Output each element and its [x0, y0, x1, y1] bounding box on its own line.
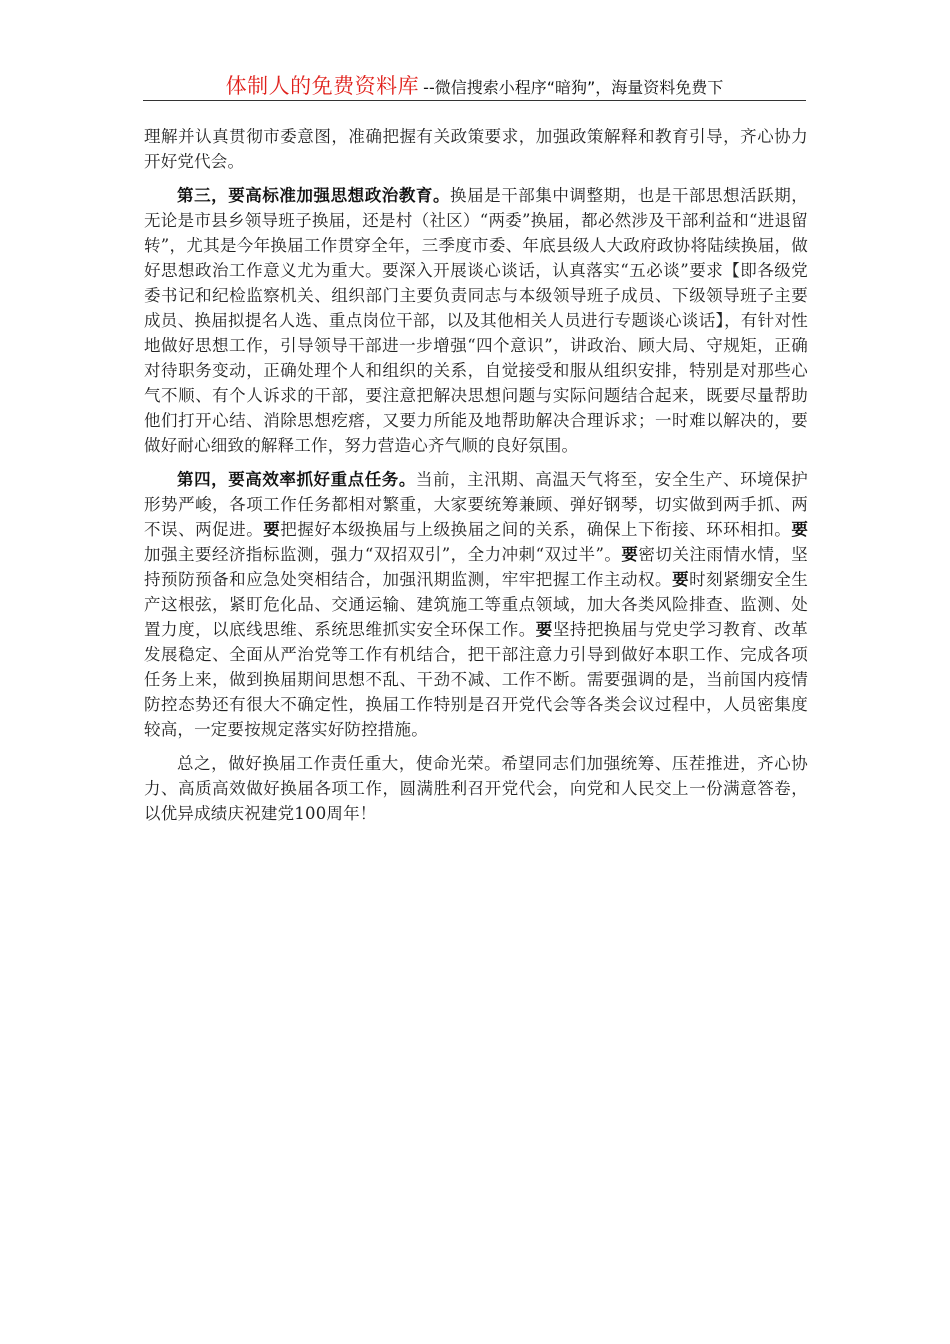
- paragraph-3-sentence-2: 加强主要经济指标监测，强力“双招双引”，全力冲刺“双过半”。: [144, 545, 622, 564]
- paragraph-2-text: 换届是干部集中调整期，也是干部思想活跃期，无论是市县乡领导班子换届，还是村（社区）“两委”换届，都必然涉及干部利益和“进退留转”，尤其是今年换届工作贯穿全年，三季度市委、年底县级人大政府政协将陆续换届，做好思想政治工作意义尤为重大。要深入开展谈心谈话，认真落实“五必谈”要求【即各级党委书记和纪检监察机关、组织部门主要负责同志与本级领导班子成员、下级领导班子主要成员、换届拟提名人选、重点岗位干部，以及其他相关人员进行专题谈心谈话】，有针对性地做好思想工作，引导领导干部进一步增强“四个意识”，讲政治、顾大局、守规矩，正确对待职务变动，正确处理个人和组织的关系，自觉接受和服从组织安排，特别是对那些心气不顺、有个人诉求的干部，要注意把解决思想问题与实际问题结合起来，既要尽量帮助他们打开心结、消除思想疙瘩，又要力所能及地帮助解决合理诉求；一时难以解决的，要做好耐心细致的解释工作，努力营造心齐气顺的良好氛围。: [144, 186, 809, 455]
- document-body: [144, 124, 808, 835]
- paragraph-3-sentence-4: 时刻紧绷安全生产这根弦，紧盯危化品、交通运输、建筑施工等重点领域，加大各类风险排查、监测、处置力度，以底线思维、系统思维抓实安全环保工作。: [144, 570, 809, 639]
- paragraph-3-sentence-3: 密切关注雨情水情，坚持预防预备和应急处突相结合，加强汛期监测，牢牢把握工作主动权。: [144, 545, 809, 589]
- yao-marker: 要: [621, 545, 639, 564]
- page-header: [143, 70, 806, 101]
- yao-marker: 要: [535, 620, 553, 639]
- paragraph-3-intro: 当前，主汛期、高温天气将至，安全生产、环境保护形势严峻，各项工作任务都相对繁重，大家要统筹兼顾、弹好钢琴，切实做到两手抓、两不误、两促进。: [144, 470, 808, 539]
- paragraph-1: [144, 124, 808, 174]
- paragraph-3-heading: 第四，要高效率抓好重点任务。: [177, 470, 416, 489]
- yao-marker: 要: [791, 520, 809, 539]
- paragraph-3-sentence-1: 把握好本级换届与上级换届之间的关系，确保上下衔接、环环相扣。: [280, 520, 792, 539]
- paragraph-1-text: 理解并认真贯彻市委意图，准确把握有关政策要求，加强政策解释和教育引导，齐心协力开好党代会。: [144, 127, 808, 171]
- yao-marker: 要: [263, 520, 281, 539]
- yao-marker: 要: [672, 570, 690, 589]
- paragraph-2-heading: 第三，要高标准加强思想政治教育。: [177, 186, 451, 205]
- paragraph-2: [144, 183, 808, 458]
- paragraph-3-sentence-5: 坚持把换届与党史学习教育、改革发展稳定、全面从严治党等工作有机结合，把干部注意力引导到做好本职工作、完成各项任务上来，做到换届期间思想不乱、干劲不减、工作不断。需要强调的是，当前国内疫情防控态势还有很大不确定性，换届工作特别是召开党代会等各类会议过程中，人员密集度较高，一定要按规定落实好防控措施。: [144, 620, 809, 739]
- paragraph-4: [144, 751, 808, 826]
- header-brand: 体制人的免费资料库: [225, 74, 420, 98]
- header-subtitle: --微信搜索小程序“暗狗”，海量资料免费下: [423, 78, 724, 97]
- paragraph-4-text: 总之，做好换届工作责任重大，使命光荣。希望同志们加强统筹、压茬推进，齐心协力、高质高效做好换届各项工作，圆满胜利召开党代会，向党和人民交上一份满意答卷，以优异成绩庆祝建党100周年！: [144, 754, 808, 823]
- paragraph-3: [144, 467, 808, 742]
